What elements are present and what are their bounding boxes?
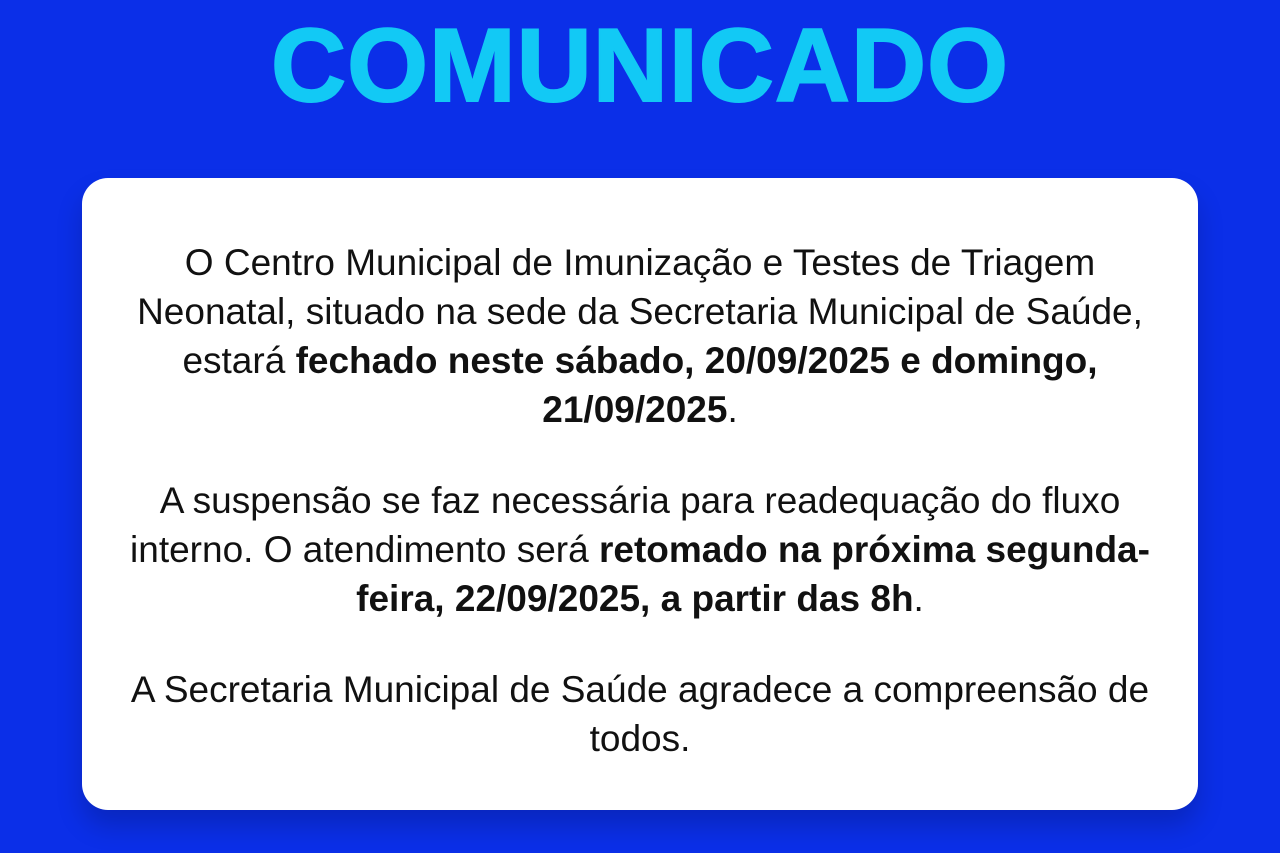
emphasis-text: fechado neste sábado, 20/09/2025 e domingo, 21/09/2025 <box>295 340 1098 430</box>
body-text: A Secretaria Municipal de Saúde agradece a compreensão de todos. <box>130 669 1150 759</box>
body-text: A suspensão se faz necessária para readequação do fluxo interno. O atendimento será <box>130 480 1121 570</box>
paragraph-reopening-notice <box>125 476 1155 623</box>
body-text: . <box>727 389 738 430</box>
emphasis-text: retomado na próxima segunda-feira, 22/09/2025, a partir das 8h <box>356 529 1150 619</box>
paragraph-thanks-notice <box>125 665 1155 763</box>
paragraph-closure-notice <box>125 238 1155 434</box>
page-title: COMUNICADO <box>271 8 1009 124</box>
body-text: O Centro Municipal de Imunização e Testes de Triagem Neonatal, situado na sede da Secretaria Municipal de Saúde, estará <box>137 242 1143 381</box>
announcement-card <box>82 178 1198 810</box>
body-text: . <box>913 578 924 619</box>
